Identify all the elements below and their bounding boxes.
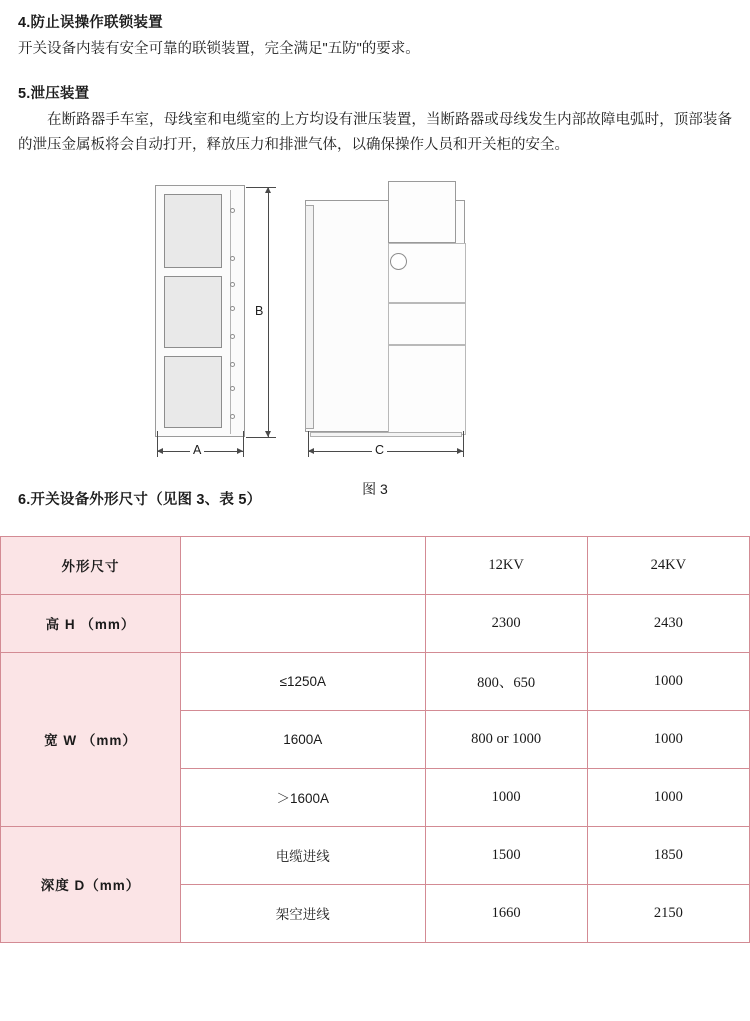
cabinet-divider-line bbox=[230, 190, 231, 434]
cabinet-panel-top bbox=[164, 194, 222, 268]
row-label-depth: 深度 D（mm） bbox=[1, 826, 181, 942]
cabinet-knob bbox=[390, 253, 407, 270]
dimension-tick-bottom bbox=[246, 437, 276, 438]
row-value-width-1-12kv: 800、650 bbox=[425, 652, 587, 710]
table-header-12kv: 12KV bbox=[425, 536, 587, 594]
row-value-height-24kv: 2430 bbox=[587, 594, 749, 652]
table-header-24kv: 24KV bbox=[587, 536, 749, 594]
row-sub-depth-1: 电缆进线 bbox=[181, 826, 425, 884]
hinge-dot bbox=[230, 256, 235, 261]
row-value-width-3-12kv: 1000 bbox=[425, 768, 587, 826]
cabinet-side-compartment-2 bbox=[388, 303, 466, 345]
cabinet-front-view bbox=[155, 185, 245, 437]
hinge-dot bbox=[230, 414, 235, 419]
row-label-height: 高 H （mm） bbox=[1, 594, 181, 652]
table-row bbox=[1, 652, 750, 710]
row-value-depth-2-12kv: 1660 bbox=[425, 884, 587, 942]
dimension-label-width: A bbox=[190, 443, 204, 457]
row-value-depth-1-12kv: 1500 bbox=[425, 826, 587, 884]
table-title: 6.开关设备外形尺寸（见图 3、表 5） bbox=[18, 491, 262, 508]
hinge-dot bbox=[230, 362, 235, 367]
row-value-width-1-24kv: 1000 bbox=[587, 652, 749, 710]
dimension-tick-top bbox=[246, 187, 276, 188]
cabinet-panel-middle bbox=[164, 276, 222, 348]
row-sub-width-1: ≤1250A bbox=[181, 652, 425, 710]
hinge-dot bbox=[230, 334, 235, 339]
row-value-width-2-12kv: 800 or 1000 bbox=[425, 710, 587, 768]
cabinet-base bbox=[310, 432, 462, 437]
section-heading-4: 4.防止误操作联锁装置 bbox=[18, 15, 163, 31]
section-heading-5: 5.泄压装置 bbox=[18, 85, 90, 102]
dimension-extension-line bbox=[243, 431, 244, 457]
table-header-label: 外形尺寸 bbox=[1, 536, 181, 594]
row-value-height-12kv: 2300 bbox=[425, 594, 587, 652]
dimension-extension-line bbox=[463, 431, 464, 457]
cabinet-side-strip bbox=[305, 205, 314, 429]
row-sub-depth-2: 架空进线 bbox=[181, 884, 425, 942]
spec-table-section bbox=[0, 536, 750, 943]
row-value-depth-1-24kv: 1850 bbox=[587, 826, 749, 884]
section-paragraph-5: 在断路器手车室，母线室和电缆室的上方均设有泄压装置，当断路器或母线发生内部故障电弧时，顶部装备的泄压金属板将会自动打开，释放压力和排泄气体，以确保操作人员和开关柜的安全。 bbox=[18, 111, 732, 154]
row-label-width: 宽 W （mm） bbox=[1, 652, 181, 826]
figure-caption: 图 3 bbox=[362, 480, 388, 497]
hinge-dot bbox=[230, 386, 235, 391]
table-header-sub bbox=[181, 536, 425, 594]
dimension-label-depth: C bbox=[372, 443, 387, 457]
dimension-label-height: B bbox=[255, 303, 264, 318]
row-value-width-3-24kv: 1000 bbox=[587, 768, 749, 826]
section-paragraph-4: 开关设备内装有安全可靠的联锁装置，完全满足"五防"的要求。 bbox=[18, 41, 420, 58]
table-row bbox=[1, 594, 750, 652]
spacer bbox=[18, 65, 732, 79]
hinge-dot bbox=[230, 306, 235, 311]
figure-3 bbox=[18, 185, 732, 497]
row-sub-width-2: 1600A bbox=[181, 710, 425, 768]
figure-drawing bbox=[150, 185, 600, 475]
hinge-dot bbox=[230, 282, 235, 287]
cabinet-side-compartment-1 bbox=[388, 243, 466, 303]
cabinet-side-compartment-3 bbox=[388, 345, 466, 435]
table-row bbox=[1, 826, 750, 884]
table-row-header bbox=[1, 536, 750, 594]
dimension-line-height bbox=[268, 187, 269, 437]
row-value-width-2-24kv: 1000 bbox=[587, 710, 749, 768]
hinge-dot bbox=[230, 208, 235, 213]
cabinet-panel-bottom bbox=[164, 356, 222, 428]
row-value-depth-2-24kv: 2150 bbox=[587, 884, 749, 942]
row-sub-height bbox=[181, 594, 425, 652]
dimensions-table bbox=[0, 536, 750, 943]
row-sub-width-3: ＞1600A bbox=[181, 768, 425, 826]
cabinet-top-compartment bbox=[388, 181, 456, 243]
